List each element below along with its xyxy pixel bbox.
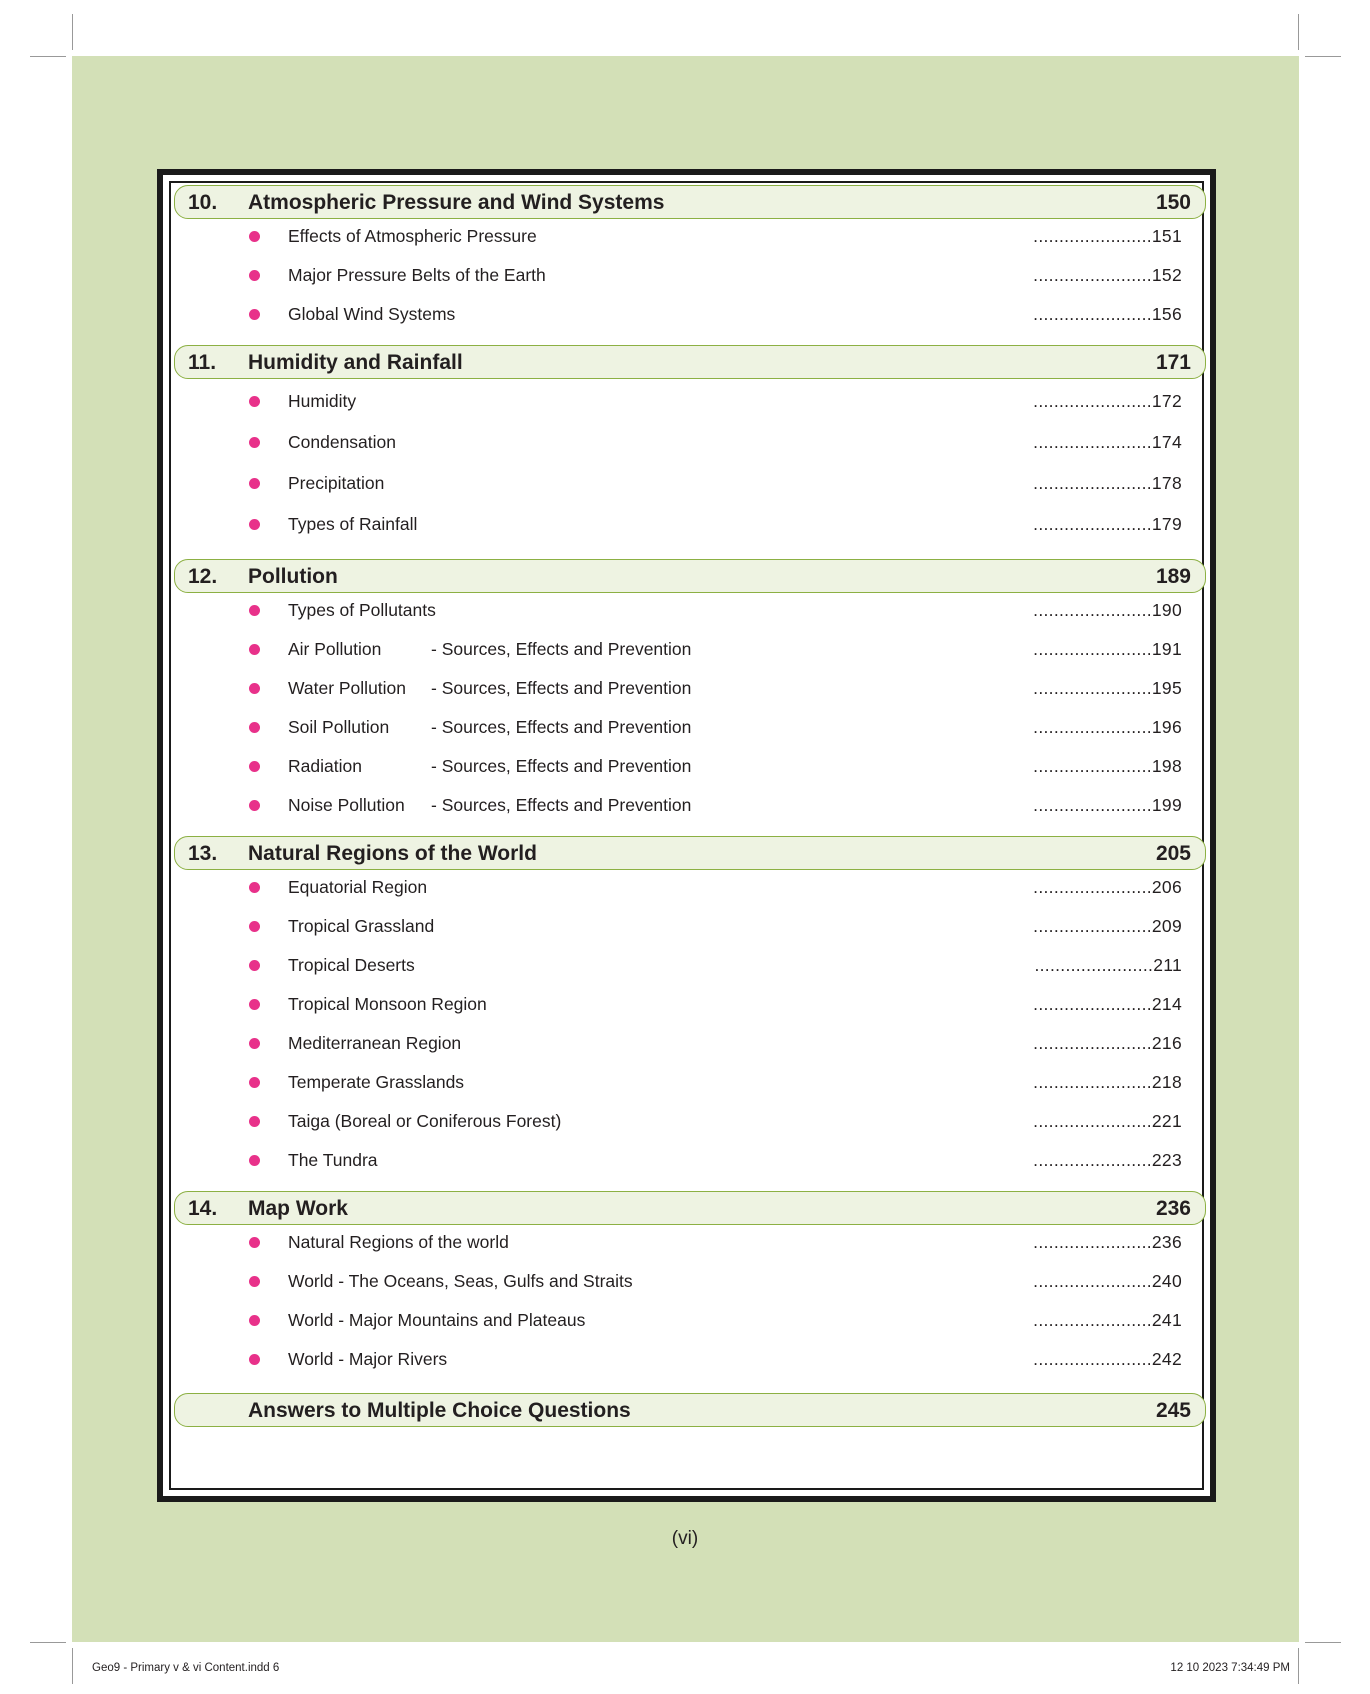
toc-item	[171, 877, 1202, 901]
toc-item-subtitle: - Sources, Effects and Prevention	[431, 795, 692, 815]
contents-frame	[157, 169, 1216, 1502]
toc-item	[171, 717, 1202, 741]
bullet-dot-icon	[249, 1116, 260, 1127]
chapter-title: Map Work	[248, 1197, 348, 1220]
bullet-dot-icon	[249, 478, 260, 489]
toc-item-page: .......................236	[1033, 1232, 1182, 1252]
toc-item-subtitle: - Sources, Effects and Prevention	[431, 717, 692, 737]
chapter-header	[174, 1393, 1206, 1427]
bullet-dot-icon	[249, 1354, 260, 1365]
toc-item-title: Precipitation	[288, 473, 385, 493]
toc-item-title: Types of Pollutants	[288, 600, 436, 620]
chapter-page: 189	[1155, 565, 1191, 588]
toc-item-page: .......................221	[1033, 1111, 1182, 1131]
toc-item	[171, 1271, 1202, 1295]
toc-item	[171, 795, 1202, 819]
toc-item-title: Air Pollution	[288, 639, 382, 659]
toc-item-subtitle: - Sources, Effects and Prevention	[431, 756, 692, 776]
bullet-dot-icon	[249, 800, 260, 811]
toc-item	[171, 265, 1202, 289]
toc-item-subtitle: - Sources, Effects and Prevention	[431, 678, 692, 698]
bullet-dot-icon	[249, 960, 260, 971]
bullet-dot-icon	[249, 396, 260, 407]
bullet-dot-icon	[249, 1276, 260, 1287]
bullet-dot-icon	[249, 999, 260, 1010]
toc-item-page: .......................199	[1033, 795, 1182, 815]
chapter-title: Pollution	[248, 565, 338, 588]
toc-item-page: .......................241	[1033, 1310, 1182, 1330]
toc-item-title: Noise Pollution	[288, 795, 405, 815]
crop-mark	[72, 1648, 73, 1684]
toc-item	[171, 955, 1202, 979]
toc-item-page: .......................216	[1033, 1033, 1182, 1053]
toc-item	[171, 1033, 1202, 1057]
contents-inner-frame	[169, 181, 1204, 1490]
chapter-number: 14.	[188, 1197, 218, 1220]
bullet-dot-icon	[249, 437, 260, 448]
toc-item-page: .......................209	[1033, 916, 1182, 936]
toc-item-page: .......................196	[1033, 717, 1182, 737]
toc-item-title: World - Major Mountains and Plateaus	[288, 1310, 586, 1330]
toc-item-title: World - Major Rivers	[288, 1349, 448, 1369]
toc-item-page: .......................172	[1033, 391, 1182, 411]
toc-item-subtitle: - Sources, Effects and Prevention	[431, 639, 692, 659]
toc-item	[171, 1150, 1202, 1174]
bullet-dot-icon	[249, 644, 260, 655]
chapter-title: Natural Regions of the World	[248, 842, 537, 865]
bullet-dot-icon	[249, 231, 260, 242]
toc-item	[171, 1072, 1202, 1096]
toc-item	[171, 1310, 1202, 1334]
toc-item	[171, 756, 1202, 780]
chapter-title: Atmospheric Pressure and Wind Systems	[248, 191, 665, 214]
toc-item	[171, 600, 1202, 624]
bullet-dot-icon	[249, 1237, 260, 1248]
toc-item-page: .......................195	[1033, 678, 1182, 698]
chapter-title: Humidity and Rainfall	[248, 351, 463, 374]
toc-item-title: Equatorial Region	[288, 877, 428, 897]
toc-item-title: Taiga (Boreal or Coniferous Forest)	[288, 1111, 562, 1131]
toc-item-title: Major Pressure Belts of the Earth	[288, 265, 546, 285]
toc-item-title: Tropical Monsoon Region	[288, 994, 487, 1014]
toc-item	[171, 473, 1202, 497]
chapter-header	[174, 185, 1206, 219]
chapter-header	[174, 836, 1206, 870]
bullet-dot-icon	[249, 882, 260, 893]
crop-mark	[1298, 14, 1299, 50]
toc-item-page: .......................179	[1033, 514, 1182, 534]
chapter-header	[174, 559, 1206, 593]
toc-item-page: .......................223	[1033, 1150, 1182, 1170]
toc-item	[171, 916, 1202, 940]
toc-item-title: The Tundra	[288, 1150, 378, 1170]
toc-item-page: .......................190	[1033, 600, 1182, 620]
chapter-number: 12.	[188, 565, 218, 588]
crop-mark	[1298, 1648, 1299, 1684]
toc-item-title: Mediterranean Region	[288, 1033, 462, 1053]
toc-item-page: .......................198	[1033, 756, 1182, 776]
toc-item-page: .......................174	[1033, 432, 1182, 452]
toc-item-page: .......................151	[1033, 226, 1182, 246]
chapter-number: 13.	[188, 842, 218, 865]
chapter-header	[174, 345, 1206, 379]
crop-mark	[30, 56, 66, 57]
bullet-dot-icon	[249, 1077, 260, 1088]
toc-item-page: .......................156	[1033, 304, 1182, 324]
toc-item-page: .......................206	[1033, 877, 1182, 897]
toc-item-page: .......................218	[1033, 1072, 1182, 1092]
toc-item-title: Temperate Grasslands	[288, 1072, 465, 1092]
chapter-header	[174, 1191, 1206, 1225]
chapter-page: 245	[1155, 1399, 1191, 1422]
bullet-dot-icon	[249, 519, 260, 530]
bullet-dot-icon	[249, 1155, 260, 1166]
bullet-dot-icon	[249, 921, 260, 932]
bullet-dot-icon	[249, 309, 260, 320]
toc-item-title: Soil Pollution	[288, 717, 390, 737]
toc-item-title: Types of Rainfall	[288, 514, 418, 534]
toc-item	[171, 1111, 1202, 1135]
toc-item	[171, 304, 1202, 328]
slug-timestamp: 12 10 2023 7:34:49 PM	[1170, 1662, 1290, 1674]
toc-item	[171, 1349, 1202, 1373]
bullet-dot-icon	[249, 722, 260, 733]
toc-item-title: Humidity	[288, 391, 357, 411]
toc-item-title: Radiation	[288, 756, 362, 776]
bullet-dot-icon	[249, 270, 260, 281]
toc-item	[171, 226, 1202, 250]
toc-item-page: .......................240	[1033, 1271, 1182, 1291]
chapter-number: 10.	[188, 191, 218, 214]
toc-item	[171, 432, 1202, 456]
toc-item-page: .......................152	[1033, 265, 1182, 285]
bullet-dot-icon	[249, 1315, 260, 1326]
toc-item-title: Global Wind Systems	[288, 304, 456, 324]
toc-item-title: Condensation	[288, 432, 396, 452]
toc-item	[171, 639, 1202, 663]
bullet-dot-icon	[249, 761, 260, 772]
toc-item-title: Tropical Deserts	[288, 955, 415, 975]
bullet-dot-icon	[249, 683, 260, 694]
page-folio: (vi)	[671, 1528, 699, 1549]
crop-mark	[72, 14, 73, 50]
crop-mark	[1305, 1642, 1341, 1643]
toc-item-page: .......................214	[1033, 994, 1182, 1014]
crop-mark	[1305, 56, 1341, 57]
toc-item-page: .......................191	[1033, 639, 1182, 659]
chapter-page: 171	[1155, 351, 1191, 374]
chapter-title: Answers to Multiple Choice Questions	[248, 1399, 631, 1422]
toc-item-page: .......................242	[1033, 1349, 1182, 1369]
toc-item	[171, 1232, 1202, 1256]
chapter-page: 205	[1155, 842, 1191, 865]
toc-item-page: .......................178	[1033, 473, 1182, 493]
toc-item-title: Tropical Grassland	[288, 916, 435, 936]
toc-item-title: Effects of Atmospheric Pressure	[288, 226, 537, 246]
chapter-page: 150	[1155, 191, 1191, 214]
toc-item-title: Water Pollution	[288, 678, 407, 698]
bullet-dot-icon	[249, 605, 260, 616]
toc-item	[171, 391, 1202, 415]
toc-item	[171, 994, 1202, 1018]
slug-file-name: Geo9 - Primary v & vi Content.indd 6	[92, 1662, 280, 1674]
crop-mark	[30, 1642, 66, 1643]
chapter-number: 11.	[188, 351, 217, 374]
toc-item-title: World - The Oceans, Seas, Gulfs and Straits	[288, 1271, 633, 1291]
toc-item-title: Natural Regions of the world	[288, 1232, 509, 1252]
chapter-page: 236	[1155, 1197, 1191, 1220]
toc-item-page: .......................211	[1034, 955, 1182, 975]
toc-item	[171, 678, 1202, 702]
bullet-dot-icon	[249, 1038, 260, 1049]
toc-item	[171, 514, 1202, 538]
